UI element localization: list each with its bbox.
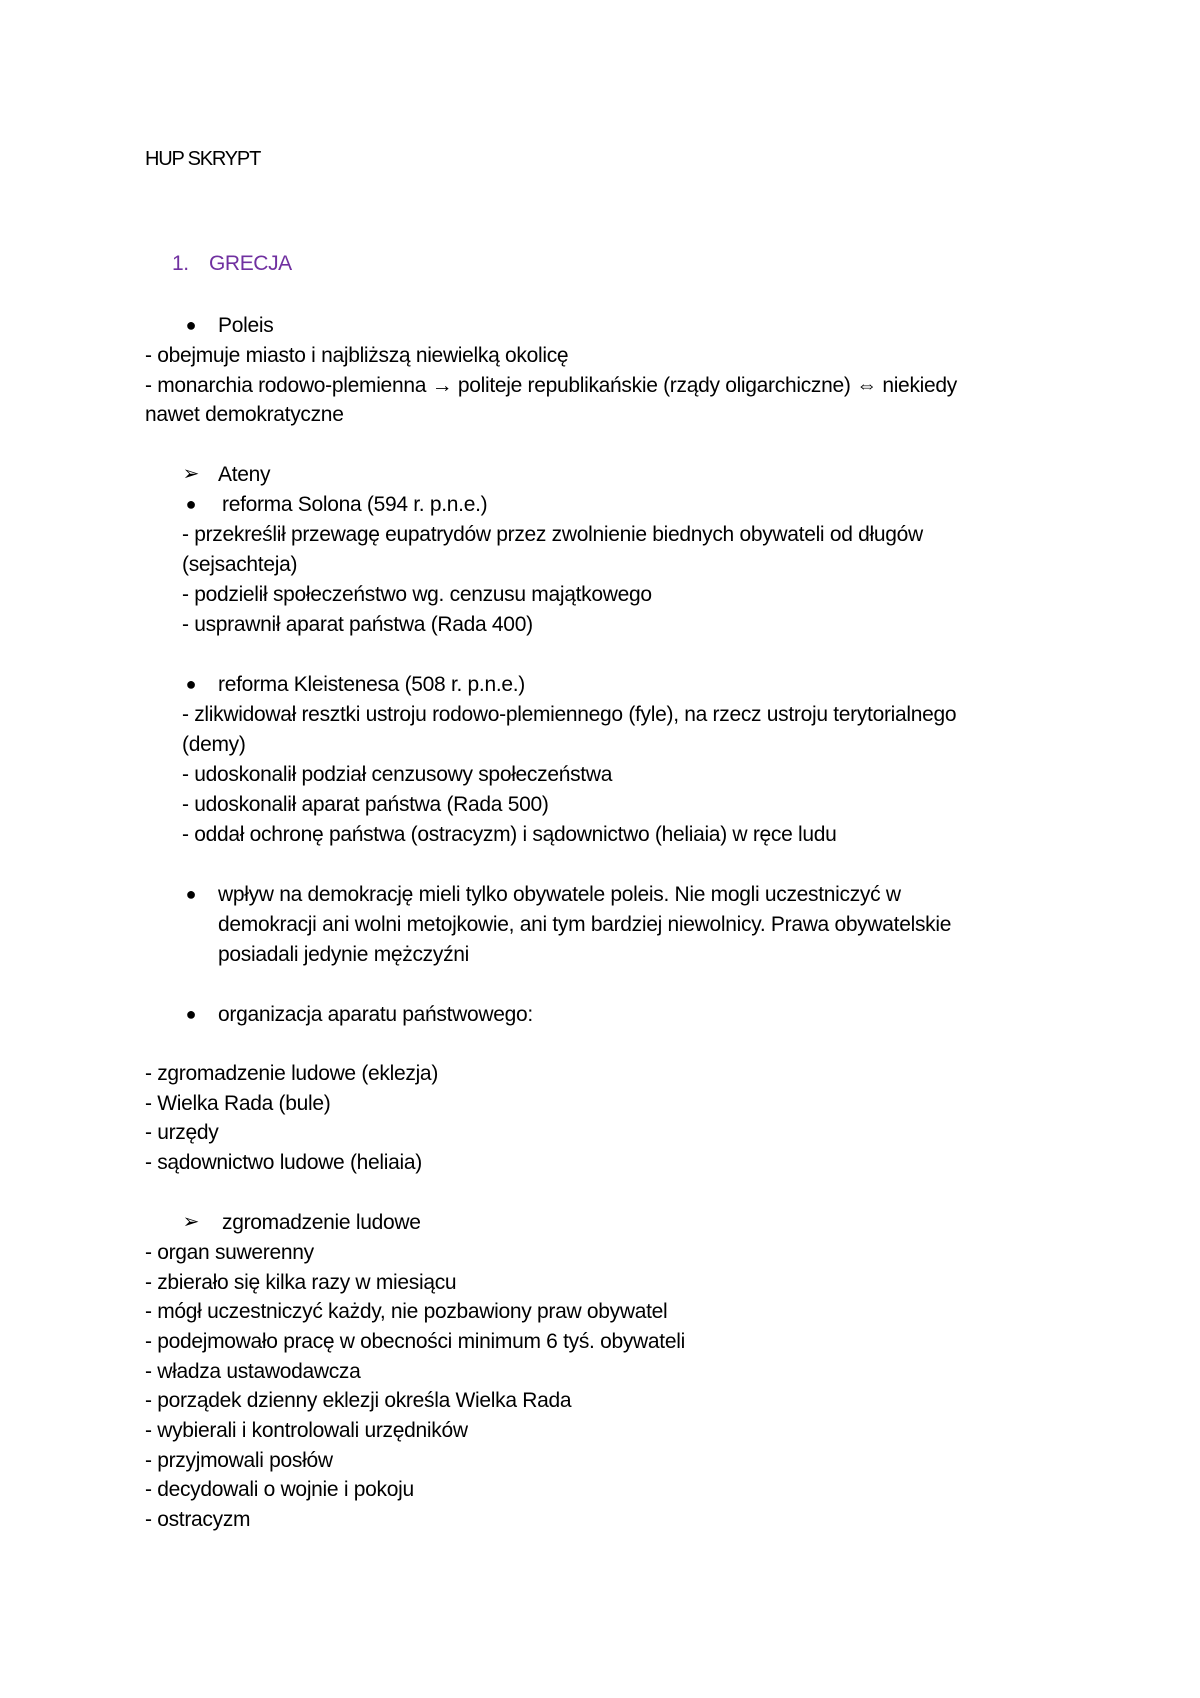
- zgromadzenie-line: - zbierało się kilka razy w miesiącu: [145, 1271, 457, 1294]
- zgromadzenie-line: - mógł uczestniczyć każdy, nie pozbawiony praw obywatel: [145, 1300, 668, 1323]
- organizacja-line: - sądownictwo ludowe (heliaia): [145, 1151, 422, 1174]
- bullet-icon: ●: [185, 674, 197, 694]
- kleistenes-line: - udoskonalił aparat państwa (Rada 500): [182, 793, 549, 816]
- zgromadzenie-heading: zgromadzenie ludowe: [222, 1211, 421, 1234]
- wplyw-line: posiadali jedynie mężczyźni: [218, 943, 470, 966]
- kleistenes-line: - oddał ochronę państwa (ostracyzm) i sądownictwo (heliaia) w ręce ludu: [182, 823, 837, 846]
- zgromadzenie-line: - władza ustawodawcza: [145, 1360, 361, 1383]
- zgromadzenie-line: - wybierali i kontrolowali urzędników: [145, 1419, 468, 1442]
- bullet-icon: ●: [185, 494, 197, 514]
- solon-line: - podzielił społeczeństwo wg. cenzusu majątkowego: [182, 583, 652, 606]
- poleis-line: - obejmuje miasto i najbliższą niewielką okolicę: [145, 344, 569, 367]
- section-number: 1.: [172, 252, 189, 275]
- organizacja-heading: organizacja aparatu państwowego:: [218, 1003, 533, 1026]
- bullet-icon: ●: [185, 884, 197, 904]
- bullet-icon: ●: [185, 315, 197, 335]
- zgromadzenie-line: - decydowali o wojnie i pokoju: [145, 1478, 414, 1501]
- zgromadzenie-line: - porządek dzienny eklezji określa Wielka Rada: [145, 1389, 572, 1412]
- solon-line: (sejsachteja): [182, 553, 298, 576]
- kleistenes-heading: reforma Kleistenesa (508 r. p.n.e.): [218, 673, 525, 696]
- zgromadzenie-line: - ostracyzm: [145, 1508, 251, 1531]
- zgromadzenie-line: - przyjmowali posłów: [145, 1449, 333, 1472]
- kleistenes-line: - udoskonalił podział cenzusowy społeczeństwa: [182, 763, 613, 786]
- solon-line: - przekreślił przewagę eupatrydów przez zwolnienie biednych obywateli od długów: [182, 523, 923, 546]
- section-label: GRECJA: [209, 252, 292, 275]
- zgromadzenie-line: - organ suwerenny: [145, 1241, 314, 1264]
- wplyw-line: wpływ na demokrację mieli tylko obywatele poleis. Nie mogli uczestniczyć w: [218, 883, 901, 906]
- solon-heading: reforma Solona (594 r. p.n.e.): [222, 493, 488, 516]
- bullet-icon: ●: [185, 1004, 197, 1024]
- section-heading: [172, 249, 292, 278]
- arrow-bullet-icon: ➢: [182, 463, 200, 485]
- solon-line: - usprawnił aparat państwa (Rada 400): [182, 613, 533, 636]
- organizacja-line: - Wielka Rada (bule): [145, 1092, 331, 1115]
- ateny-heading: Ateny: [218, 463, 271, 486]
- organizacja-line: - zgromadzenie ludowe (eklezja): [145, 1062, 439, 1085]
- zgromadzenie-line: - podejmowało pracę w obecności minimum 6 tyś. obywateli: [145, 1330, 685, 1353]
- document-title: HUP SKRYPT: [145, 148, 261, 170]
- poleis-line: nawet demokratyczne: [145, 403, 344, 426]
- organizacja-line: - urzędy: [145, 1121, 219, 1144]
- arrow-bullet-icon: ➢: [182, 1211, 200, 1233]
- poleis-heading: Poleis: [218, 314, 274, 337]
- kleistenes-line: - zlikwidował resztki ustroju rodowo-plemiennego (fyle), na rzecz ustroju terytorialnego: [182, 703, 957, 726]
- kleistenes-line: (demy): [182, 733, 246, 756]
- wplyw-line: demokracji ani wolni metojkowie, ani tym bardziej niewolnicy. Prawa obywatelskie: [218, 913, 952, 936]
- poleis-line: - monarchia rodowo-plemienna → politeje republikańskie (rządy oligarchiczne) ⇔ niekiedy: [145, 374, 957, 397]
